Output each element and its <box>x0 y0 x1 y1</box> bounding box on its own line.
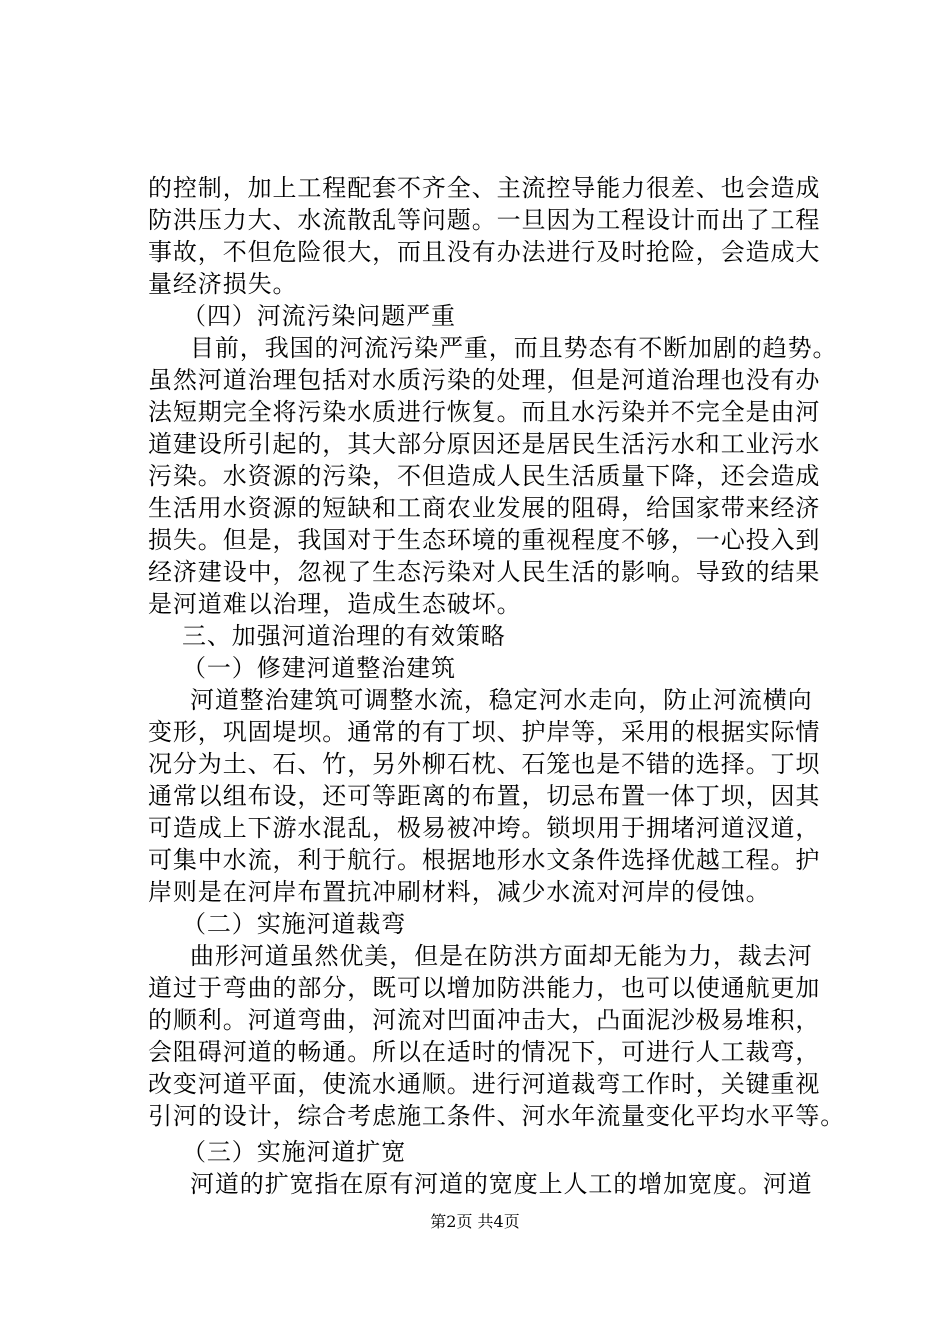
body-text-line: 道过于弯曲的部分，既可以增加防洪能力，也可以使通航更加 <box>148 974 821 1002</box>
body-text-line: 目前，我国的河流污染严重，而且势态有不断加剧的趋势。 <box>190 334 838 362</box>
body-text-line: 防洪压力大、水流散乱等问题。一旦因为工程设计而出了工程 <box>148 206 821 234</box>
body-text-line: 岸则是在河岸布置抗冲刷材料，减少水流对河岸的侵蚀。 <box>148 878 771 906</box>
body-text-line: 可造成上下游水混乱，极易被冲垮。锁坝用于拥堵河道汊道， <box>148 814 821 842</box>
body-text-line: 况分为土、石、竹，另外柳石枕、石笼也是不错的选择。丁坝 <box>148 750 821 778</box>
body-text-line: 经济建设中，忽视了生态污染对人民生活的影响。导致的结果 <box>148 558 821 586</box>
section-heading: （三）实施河道扩宽 <box>182 1138 407 1166</box>
body-text-line: 可集中水流，利于航行。根据地形水文条件选择优越工程。护 <box>148 846 821 874</box>
body-text-line: 法短期完全将污染水质进行恢复。而且水污染并不完全是由河 <box>148 398 821 426</box>
page-footer: 第2页 共4页 <box>430 1212 520 1231</box>
body-text-line: 污染。水资源的污染，不但造成人民生活质量下降，还会造成 <box>148 462 821 490</box>
section-heading: 三、加强河道治理的有效策略 <box>182 622 506 650</box>
body-text-line: 事故，不但危险很大，而且没有办法进行及时抢险，会造成大 <box>148 238 821 266</box>
body-text-line: 河道整治建筑可调整水流，稳定河水走向，防止河流横向 <box>190 686 813 714</box>
body-text-line: 量经济损失。 <box>148 270 298 298</box>
section-heading: （二）实施河道裁弯 <box>182 910 407 938</box>
body-text-line: 道建设所引起的，其大部分原因还是居民生活污水和工业污水 <box>148 430 821 458</box>
body-text-line: 损失。但是，我国对于生态环境的重视程度不够，一心投入到 <box>148 526 821 554</box>
body-text-line: 河道的扩宽指在原有河道的宽度上人工的增加宽度。河道 <box>190 1170 813 1198</box>
body-text-line: 改变河道平面，使流水通顺。进行河道裁弯工作时，关键重视 <box>148 1070 821 1098</box>
body-text-line: 的顺利。河道弯曲，河流对凹面冲击大，凸面泥沙极易堆积， <box>148 1006 821 1034</box>
section-heading: （四）河流污染问题严重 <box>182 302 456 330</box>
body-text-line: 是河道难以治理，造成生态破坏。 <box>148 590 522 618</box>
body-text-line: 生活用水资源的短缺和工商农业发展的阻碍，给国家带来经济 <box>148 494 821 522</box>
body-text-line: 引河的设计，综合考虑施工条件、河水年流量变化平均水平等。 <box>148 1102 846 1130</box>
body-text-line: 会阻碍河道的畅通。所以在适时的情况下，可进行人工裁弯， <box>148 1038 821 1066</box>
section-heading: （一）修建河道整治建筑 <box>182 654 456 682</box>
body-text-line: 变形，巩固堤坝。通常的有丁坝、护岸等，采用的根据实际情 <box>148 718 821 746</box>
body-text-line: 虽然河道治理包括对水质污染的处理，但是河道治理也没有办 <box>148 366 821 394</box>
body-text-line: 通常以组布设，还可等距离的布置，切忌布置一体丁坝，因其 <box>148 782 821 810</box>
body-text-line: 曲形河道虽然优美，但是在防洪方面却无能为力，裁去河 <box>190 942 813 970</box>
body-text-line: 的控制，加上工程配套不齐全、主流控导能力很差、也会造成 <box>148 174 821 202</box>
